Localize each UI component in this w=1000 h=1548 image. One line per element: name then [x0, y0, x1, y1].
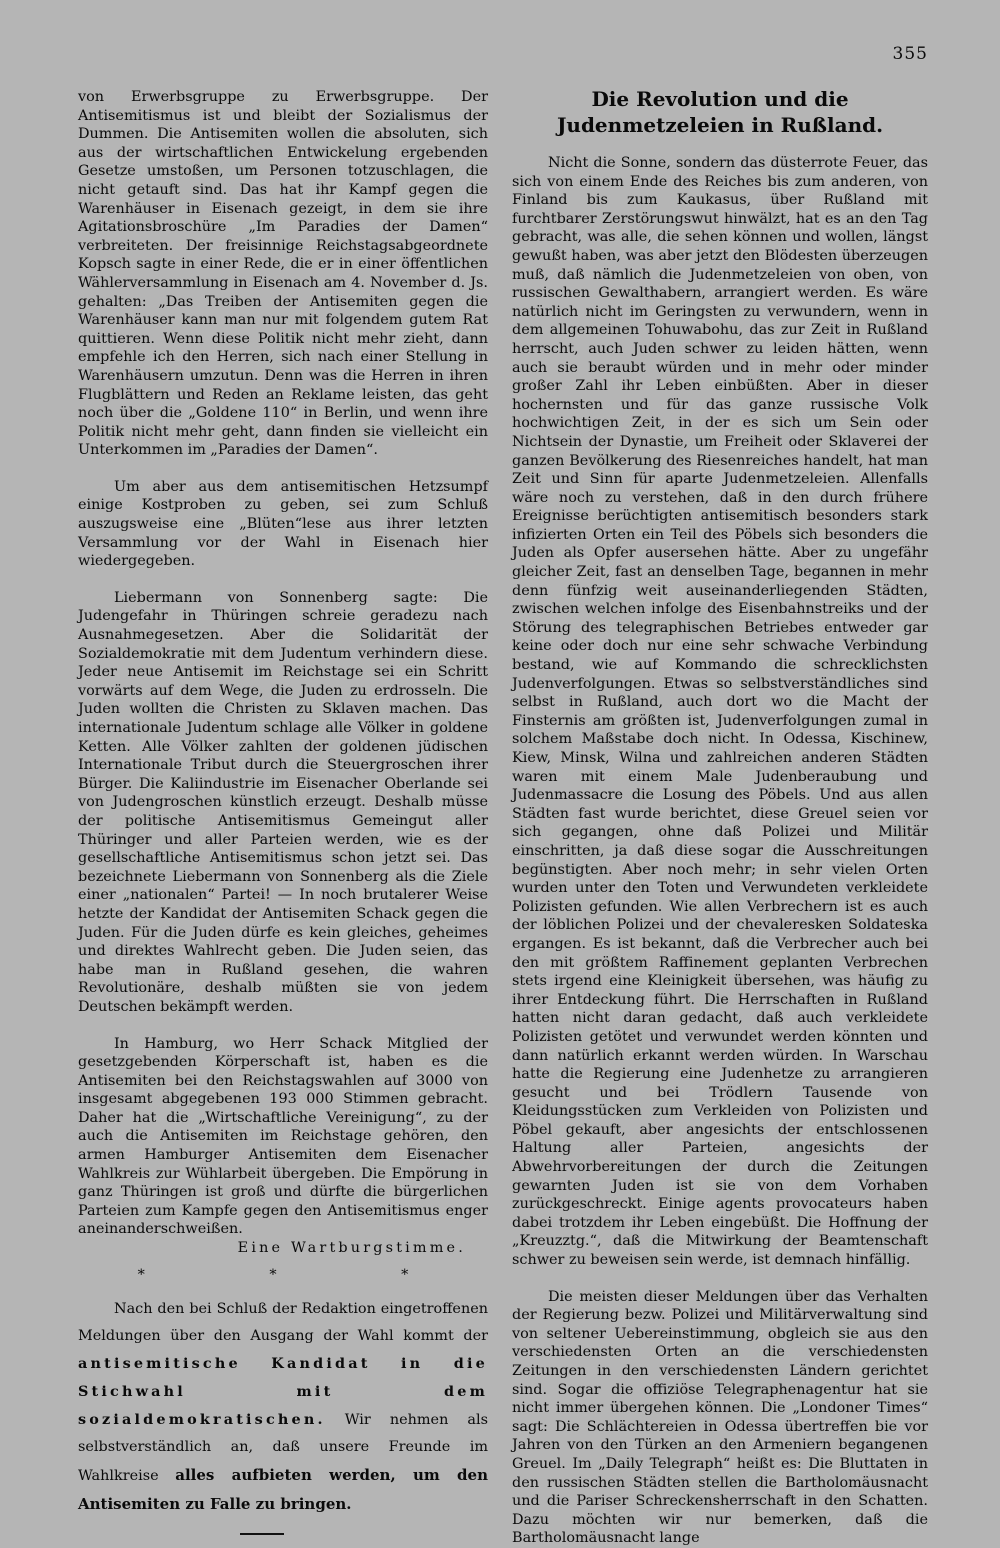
right-column — [512, 86, 928, 1548]
paragraph: Die meisten dieser Meldungen über das Verhalten der Regierung bezw. Polizei und Militärverwaltung sind von seltener Uebereinstimmung, obgleich sie aus den verschiedensten Orten an die verschiedensten Zeitungen in den verschiedensten Ländern gerichtet sind. Sogar die offiziöse Telegraphenagentur hat sie nicht immer übergehen können. Die „Londoner Times“ sagt: Die Schlächtereien in Odessa übertreffen bie vor Jahren von den Türken an den Armeniern begangenen Greuel. Im „Daily Telegraph“ heißt es: Die Bluttaten in den russischen Städten stellen die Bartholomäusnacht und die Pariser Schreckensherrschaft in den Schatten. Dazu möchten wir nur bemerken, daß die Bartholomäusnacht lange — [512, 1288, 928, 1547]
paragraph: Um aber aus dem antisemitischen Hetzsumpf einige Kostproben zu geben, sei zum Schluß auszugsweise eine „Blüten“lese aus ihrer letzten Versammlung vor der Wahl in Eisenach hier wiedergegeben. — [78, 478, 488, 570]
closing-note-bold: alles aufbieten werden, um den Antisemiten zu Falle zu bringen. — [78, 1466, 488, 1514]
paragraph: In Hamburg, wo Herr Schack Mitglied der gesetzgebenden Körperschaft ist, haben es die Antisemiten bei den Reichstagswahlen auf 3000 von insgesamt abgegebenen 193 000 Stimmen gebracht. Daher hat die „Wirtschaftliche Vereinigung“, zu der auch die Antisemiten im Reichstage gehören, den armen Hamburger Antisemiten dem Eisenacher Wahlkreis zur Wühlarbeit übergeben. Die Empörung in ganz Thüringen ist groß und dürfte die bürgerlichen Parteien zum Kampfe gegen den Antisemitismus enger aneinanderschweißen. — [78, 1035, 488, 1238]
closing-note-emphasis: antisemitische Kandidat in die Stichwahl mit dem sozialdemokratischen. — [78, 1355, 488, 1429]
page-number: 355 — [892, 44, 928, 64]
section-divider-stars: * * * — [137, 1266, 469, 1283]
paragraph: Nicht die Sonne, sondern das düsterrote Feuer, das sich von einem Ende des Reiches bis zum anderen, von Finland bis zum Kaukasus, über Rußland mit furchtbarer Zerstörungswut hinwälzt, hat es an den Tag gebracht, was alle, die sehen können und wollen, längst gewußt haben, was aber jetzt den Blödesten überzeugen muß, daß nämlich die Judenmetzeleien von oben, von russischen Gewalthabern, arrangiert werden. Es wäre natürlich nicht im Geringsten zu verwundern, wenn in dem allgemeinen Tohuwabohu, das zur Zeit in Rußland herrscht, auch Juden schwer zu leiden hätten, wenn auch sie beraubt würden und in mehr oder minder großer Zahl ihr Leben einbüßten. Aber in dieser hochernsten und für das ganze russische Volk hochwichtigen Zeit, in der es sich um Sein oder Nichtsein der Dynastie, um Freiheit oder Sklaverei der ganzen Bevölkerung des Riesenreiches handelt, hat man Zeit und Sinn für aparte Judenmetzeleien. Allenfalls wäre noch zu verstehen, daß in den durch frühere Ereignisse berüchtigten antisemitisch besonders stark infizierten Orten ein Teil des Pöbels sich besonders die Juden als Opfer ausersehen hätte. Aber zu ungefähr gleicher Zeit, fast an denselben Tage, begannen in mehr denn fünfzig weit auseinanderliegenden Städten, zwischen welchen infolge des Eisenbahnstreiks und der Störung des telegraphischen Betriebes entweder gar keine oder doch nur eine sehr schwache Verbindung bestand, wie auf Kommando die schrecklichsten Judenverfolgungen. Etwas so selbstverständliches sind selbst in Rußland, auch dort wo die Macht der Finsternis am größten ist, Judenverfolgungen zumal in solchem Maßstabe doch nicht. In Odessa, Kischinew, Kiew, Minsk, Wilna und zahlreichen anderen Städten waren mit einem Male Judenberaubung und Judenmassacre die Losung des Pöbels. Und aus allen Städten fast wurde berichtet, diese Greuel seien vor sich gegangen, ohne daß Polizei und Militär einschritten, ja daß diese sogar die Ausschreitungen begünstigten. Aber noch mehr; in sehr vielen Orten wurden unter den Toten und Verwundeten verkleidete Polizisten gefunden. Wie allen Verbrechern ist es auch der löblichen Polizei und der chevaleresken Soldateska ergangen. Es ist bekannt, daß die Verbrecher auch bei den mit größtem Raffinement geplanten Verbrechen stets irgend eine Kleinigkeit übersehen, was häufig zu ihrer Entdeckung führt. Die Herrschaften in Rußland hatten nicht daran gedacht, daß auch verkleidete Polizisten getötet und verwundet werden könnten und dann natürlich erkannt werden würden. In Warschau hatte die Regierung eine Judenhetze zu arrangieren gesucht und bei Trödlern Tausende von Kleidungsstücken zum Verkleiden von Polizisten und Pöbel gekauft, aber angesichts der entschlossenen Haltung aller Parteien, angesichts der Abwehrvorbereitungen der durch die Zeitungen gewarnten Juden ist sie von dem Vorhaben zurückgeschreckt. Einige agents provocateurs haben dabei trotzdem ihr Leben eingebüßt. Die Hoffnung der „Kreuzztg.“, daß die Mitwirkung der Beamtenschaft schwer zu beweisen sein werde, ist demnach hinfällig. — [512, 155, 928, 1269]
signature: Eine Wartburgstimme. — [237, 1240, 466, 1257]
closing-note-text: Nach den bei Schluß der Redaktion eingetroffenen Meldungen über den Ausgang der Wahl kommt der — [78, 1301, 488, 1345]
end-rule — [240, 1533, 284, 1535]
paragraph: Liebermann von Sonnenberg sagte: Die Judengefahr in Thüringen schreie geradezu nach Ausnahmegesetzen. Aber die Solidarität der Sozialdemokratie mit dem Judentum verhindern diese. Jeder neue Antisemit im Reichstage sei ein Schritt vorwärts auf dem Wege, die Juden zu erdrosseln. Die Juden wollten die Christen zu Sklaven machen. Das internationale Judentum schlage alle Völker in goldene Ketten. Alle Völker zahlten der goldenen jüdischen Internationale Tribut durch die Steuergroschen ihrer Bürger. Die Kaliindustrie im Eisenacher Oberlande sei von Judengroschen künstlich erzeugt. Deshalb müsse der politische Antisemitismus Gemeingut aller Thüringer und aller Parteien werden, wie es der gesellschaftliche Antisemitismus schon jetzt sei. Das bezeichnete Liebermann von Sonnenberg als die Ziele einer „nationalen“ Partei! — In noch brutalerer Weise hetzte der Kandidat der Antisemiten Schack gegen die Juden. Für die Juden dürfe es kein gleiches, geheimes und direktes Wahlrecht geben. Die Juden seien, das habe man in Rußland gesehen, die wahren Revolutionäre, deshalb müßten sie von jedem Deutschen bekämpft werden. — [78, 589, 488, 1015]
closing-note — [78, 1296, 488, 1519]
closing-note-text: Wir nehmen als selbstverständlich an, daß unsere Freunde im Wahlkreise — [78, 1412, 488, 1485]
paragraph: von Erwerbsgruppe zu Erwerbsgruppe. Der Antisemitismus ist und bleibt der Sozialismus der Dummen. Die Antisemiten wollen die absoluten, sich aus der wirtschaftlichen Entwickelung ergebenden Gesetze umstoßen, um Personen totzuschlagen, die nicht getauft sind. Das hat ihr Kampf gegen die Warenhäuser in Eisenach gezeigt, in dem sie ihre Agitationsbroschüre „Im Paradies der Damen“ verbreiteten. Der freisinnige Reichstagsabgeordnete Kopsch sagte in einer Rede, die er in einer öffentlichen Wählerversammlung in Eisenach am 4. November d. Js. gehalten: „Das Treiben der Antisemiten gegen die Warenhäuser kann man nur mit folgendem gutem Rat quittieren. Wenn diese Politik nicht mehr zieht, dann empfehle ich den Herren, sich nach einer Stellung in Warenhäusern umzutun. Denn was die Herren in ihren Flugblättern und Reden an Reklame leisten, das geht noch über die „Goldene 110“ in Berlin, und wenn ihre Politik nicht mehr geht, dann finden sie vielleicht ein Unterkommen im „Paradies der Damen“. — [78, 89, 488, 459]
left-column — [78, 88, 488, 1535]
article-title: Die Revolution und die Judenmetzeleien in Rußland. — [556, 87, 884, 137]
